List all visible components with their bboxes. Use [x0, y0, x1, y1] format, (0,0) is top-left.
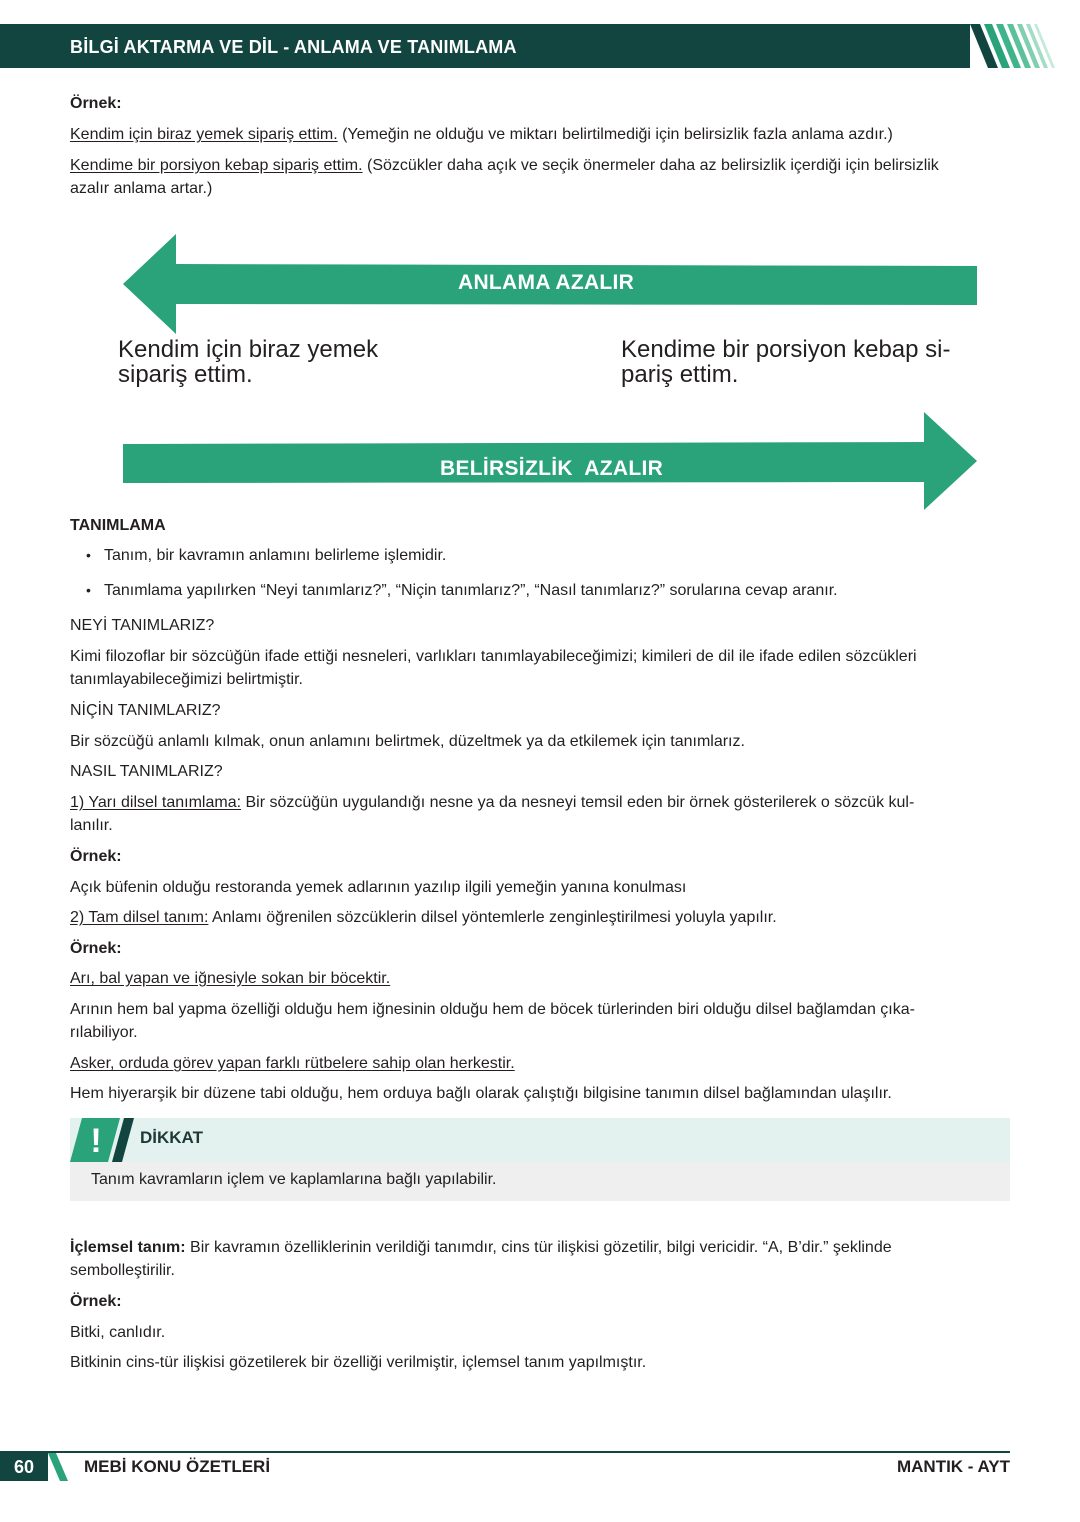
ari-explain-line-2: rılabiliyor. [70, 1024, 138, 1041]
footer-stripe-decoration [48, 1453, 78, 1481]
nicin-text: Bir sözcüğü anlamlı kılmak, onun anlamını belirtmek, düzeltmek ya da etkilemek için tanımlarız. [70, 733, 745, 750]
top-arrow-label: ANLAMA AZALIR [458, 271, 635, 294]
footer-subject: MANTIK - AYT [896, 1457, 1010, 1476]
yari-dilsel-line-1 [70, 791, 1010, 814]
example-2-explanation: (Sözcükler daha açık ve seçik önermeler daha az belirsizlik içerdiği için belirsizlik [362, 157, 939, 174]
example-label-4: Örnek: [70, 1293, 122, 1310]
bullet-item-1: • Tanım, bir kavramın anlamını belirleme işlemidir. [70, 544, 1010, 567]
iclemsel-line-1 [70, 1236, 1010, 1259]
neyi-text-line-2: tanımlayabileceğimizi belirtmiştir. [70, 671, 303, 688]
diagram-left-text-line-1: Kendim için biraz yemek [118, 336, 379, 363]
asker-explain: Hem hiyerarşik bir düzene tabi olduğu, hem orduya bağlı olarak çalıştığı bilgisine tanımın dilsel bağlamından ulaşılır. [70, 1085, 892, 1102]
iclemsel-line-2: sembolleştirilir. [70, 1262, 175, 1279]
arrow-diagram [0, 0, 1080, 520]
diagram-left-text [118, 337, 378, 387]
yari-dilsel-text: Bir sözcüğün uygulandığı nesne ya da nesneyi temsil eden bir örnek gösterilerek o sözcük kul- [241, 794, 915, 811]
iclemsel-label: İçlemsel tanım: [70, 1239, 186, 1256]
tam-dilsel-text: Anlamı öğrenilen sözcüklerin dilsel yöntemlerle zenginleştirilmesi yoluyla yapılır. [208, 909, 777, 926]
neyi-text-line-1: Kimi filozoflar bir sözcüğün ifade ettiği nesneleri, varlıkları tanımlayabileceğimizi; kimileri de dil ile ifade edilen sözcükleri [70, 648, 917, 665]
example-2-underlined: Kendime bir porsiyon kebap sipariş ettim. [70, 157, 363, 174]
dikkat-note-header [70, 1118, 1010, 1162]
iclemsel-text: Bir kavramın özelliklerinin verildiği tanımdır, cins tür ilişkisi gözetilir, bilgi vericidir. “A, B’dir.” şeklinde [185, 1239, 892, 1256]
page-title: BİLGİ AKTARMA VE DİL - ANLAMA VE TANIMLAMA [70, 37, 517, 57]
tam-dilsel-line [70, 906, 1010, 929]
example-label: Örnek: [70, 95, 122, 112]
bullet-item-2: • Tanımlama yapılırken “Neyi tanımlarız?”, “Niçin tanımlarız?”, “Nasıl tanımlarız?” sorularına cevap aranır. [70, 579, 1010, 602]
page-number: 60 [0, 1453, 48, 1481]
heading-neyi: NEYİ TANIMLARIZ? [70, 617, 215, 634]
dikkat-note-box [70, 1118, 1010, 1201]
dikkat-title: DİKKAT [140, 1128, 203, 1147]
footer-rule [0, 1451, 1010, 1453]
yari-dilsel-label: 1) Yarı dilsel tanımlama: [70, 794, 242, 811]
example-label-3: Örnek: [70, 940, 122, 957]
heading-nicin: NİÇİN TANIMLARIZ? [70, 702, 221, 719]
heading-nasil: NASIL TANIMLARIZ? [70, 763, 223, 780]
yari-dilsel-line-2: lanılır. [70, 817, 113, 834]
diagram-right-text-line-1: Kendime bir porsiyon kebap si- [621, 336, 951, 363]
footer-series-title: MEBİ KONU ÖZETLERİ [84, 1457, 271, 1476]
tam-dilsel-label: 2) Tam dilsel tanım: [70, 909, 209, 926]
dikkat-text: Tanım kavramların içlem ve kaplamlarına bağlı yapılabilir. [91, 1171, 497, 1188]
example-1-underlined: Kendim için biraz yemek sipariş ettim. [70, 126, 338, 143]
diagram-right-text [621, 337, 951, 387]
ari-example [70, 967, 1010, 990]
warning-exclamation: ! [90, 1122, 102, 1160]
example-acik-bufe: Açık büfenin olduğu restoranda yemek adlarının yazılıp ilgili yemeğin yanına konulması [70, 879, 687, 896]
example-label-2: Örnek: [70, 848, 122, 865]
ari-explain-line-1: Arının hem bal yapma özelliği olduğu hem iğnesinin olduğu hem de böcek türlerinden biri olduğu dilsel bağlamdan çıka- [70, 1001, 915, 1018]
bitki-example: Bitki, canlıdır. [70, 1324, 166, 1341]
diagram-right-text-line-2: pariş ettim. [621, 361, 739, 388]
bottom-arrow-label: BELİRSİZLİK AZALIR [440, 457, 664, 480]
section-heading-tanimlama: TANIMLAMA [70, 517, 166, 534]
example-1-explanation: (Yemeğin ne olduğu ve miktarı belirtilmediği için belirsizlik fazla anlama azdır.) [337, 126, 893, 143]
asker-example-underlined: Asker, orduda görev yapan farklı rütbelere sahip olan herkestir. [70, 1055, 515, 1072]
asker-example [70, 1052, 1010, 1075]
diagram-left-text-line-2: sipariş ettim. [118, 361, 253, 388]
bitki-explain: Bitkinin cins-tür ilişkisi gözetilerek bir özelliği verilmiştir, içlemsel tanım yapılmıştır. [70, 1354, 647, 1371]
warning-icon [70, 1118, 136, 1162]
example-2-explanation-cont: azalır anlama artar.) [70, 180, 213, 197]
ari-example-underlined: Arı, bal yapan ve iğnesiyle sokan bir böcektir. [70, 970, 391, 987]
